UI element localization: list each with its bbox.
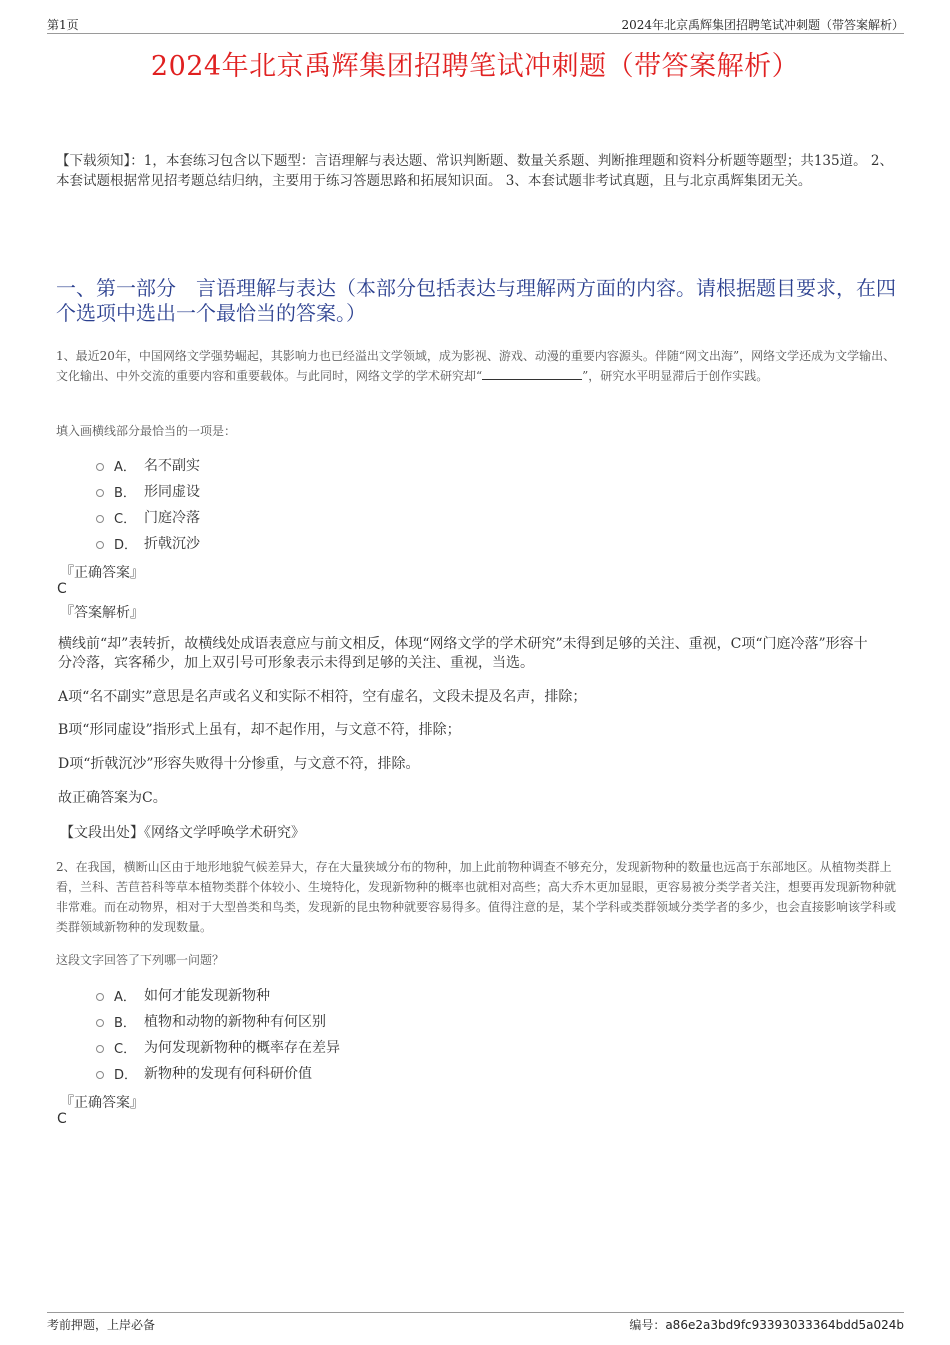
question-2-text: 2、在我国，横断山区由于地形地貌气候差异大，存在大量狭域分布的物种，加上此前物种调查不够充分，发现新物种的数量也远高于东部地区。从植物类群上看，兰科、苦苣苔科等草本植物类群个体较小、生境特化，发现新物种的概率也就相对高些；高大乔木更加显眼，更容易被分类学者关注，想要再发现新物种就非常难。而在动物界，相对于大型兽类和鸟类，发现新的昆虫物种就要容易得多。值得注意的是，某个学科或类群领域分类学者的多少，也会直接影响该学科或类群领域新物种的发现数量。	[56, 860, 897, 934]
option-b[interactable]	[96, 478, 200, 504]
option-letter: C．	[114, 511, 137, 527]
question-1-text-after: ”，研究水平明显滞后于创作实践。	[582, 369, 769, 383]
radio-icon[interactable]	[96, 1071, 104, 1079]
radio-icon[interactable]	[96, 1019, 104, 1027]
option-d[interactable]	[96, 1060, 340, 1086]
option-letter: A．	[114, 989, 136, 1005]
radio-icon[interactable]	[96, 1045, 104, 1053]
answer-blank	[482, 367, 582, 380]
analysis-paragraph: B项“形同虚设”指形式上虽有，却不起作用，与文意不符，排除；	[58, 722, 461, 738]
option-a[interactable]	[96, 452, 200, 478]
option-text: 折戟沉沙	[144, 536, 200, 552]
radio-icon[interactable]	[96, 515, 104, 523]
analysis-label: 『答案解析』	[60, 605, 144, 621]
option-text: 新物种的发现有何科研价值	[144, 1066, 312, 1082]
footer-code-value: a86e2a3bd9fc93393033364bdd5a024b	[665, 1318, 904, 1332]
radio-icon[interactable]	[96, 541, 104, 549]
analysis-paragraph: 横线前“却”表转折，故横线处成语表意应与前文相反，体现“网络文学的学术研究”未得到足够的关注、重视，C项“门庭冷落”形容十分冷落，宾客稀少，加上双引号可形象表示未得到足够的关注、重视，当选。	[58, 636, 868, 671]
question-1-text	[56, 346, 896, 386]
radio-icon[interactable]	[96, 489, 104, 497]
option-b[interactable]	[96, 1008, 340, 1034]
footer-code	[629, 1316, 904, 1333]
correct-answer-label: 『正确答案』	[60, 1095, 144, 1111]
option-letter: A．	[114, 459, 136, 475]
option-letter: D．	[114, 537, 138, 553]
header-doc-title: 2024年北京禹辉集团招聘笔试冲刺题（带答案解析）	[621, 18, 904, 32]
option-c[interactable]	[96, 1034, 340, 1060]
analysis-paragraph: A项“名不副实”意思是名声或名义和实际不相符，空有虚名，文段未提及名声，排除；	[58, 689, 587, 705]
footer-code-label: 编号：	[629, 1318, 666, 1332]
radio-icon[interactable]	[96, 463, 104, 471]
radio-icon[interactable]	[96, 993, 104, 1001]
page-header	[47, 14, 904, 34]
option-letter: D．	[114, 1067, 138, 1083]
passage-source: 【文段出处】《网络文学呼唤学术研究》	[60, 825, 305, 841]
page-footer	[47, 1312, 904, 1333]
section-title: 一、第一部分 言语理解与表达（本部分包括表达与理解两方面的内容。请根据题目要求，在四个选项中选出一个最恰当的答案。）	[56, 276, 896, 325]
option-letter: C．	[114, 1041, 137, 1057]
question-1-options	[96, 452, 200, 556]
question-2-prompt: 这段文字回答了下列哪一问题？	[56, 953, 225, 967]
question-2-options	[96, 982, 340, 1086]
option-text: 植物和动物的新物种有何区别	[144, 1014, 326, 1030]
question-1-prompt: 填入画横线部分最恰当的一项是：	[56, 424, 237, 438]
page-title: 2024年北京禹辉集团招聘笔试冲刺题（带答案解析）	[150, 51, 800, 82]
option-letter: B．	[114, 485, 136, 501]
option-d[interactable]	[96, 530, 200, 556]
option-c[interactable]	[96, 504, 200, 530]
correct-answer: C	[57, 1111, 67, 1127]
option-text: 如何才能发现新物种	[144, 988, 270, 1004]
analysis-paragraph: D项“折戟沉沙”形容失败得十分惨重，与文意不符，排除。	[58, 756, 420, 772]
page-number: 第1页	[47, 18, 79, 32]
correct-answer: C	[57, 581, 67, 597]
option-text: 为何发现新物种的概率存在差异	[144, 1040, 340, 1056]
option-a[interactable]	[96, 982, 340, 1008]
option-text: 名不副实	[144, 458, 200, 474]
download-notice: 【下载须知】：1，本套练习包含以下题型：言语理解与表达题、常识判断题、数量关系题、判断推理题和资料分析题等题型；共135道。 2、本套试题根据常见招考题总结归纳，主要用于练习答题思路和拓展知识面。 3、本套试题非考试真题，且与北京禹辉集团无关。	[56, 153, 893, 189]
footer-note: 考前押题，上岸必备	[47, 1318, 156, 1332]
question-1-text-before: 1、最近20年，中国网络文学强势崛起，其影响力也已经溢出文学领域，成为影视、游戏、动漫的重要内容源头。伴随“网文出海”，网络文学还成为文学输出、文化输出、中外交流的重要内容和重要载体。与此同时，网络文学的学术研究却“	[56, 349, 896, 383]
option-text: 形同虚设	[144, 484, 200, 500]
analysis-paragraph: 故正确答案为C。	[58, 790, 167, 806]
option-letter: B．	[114, 1015, 136, 1031]
correct-answer-label: 『正确答案』	[60, 565, 144, 581]
option-text: 门庭冷落	[144, 510, 200, 526]
